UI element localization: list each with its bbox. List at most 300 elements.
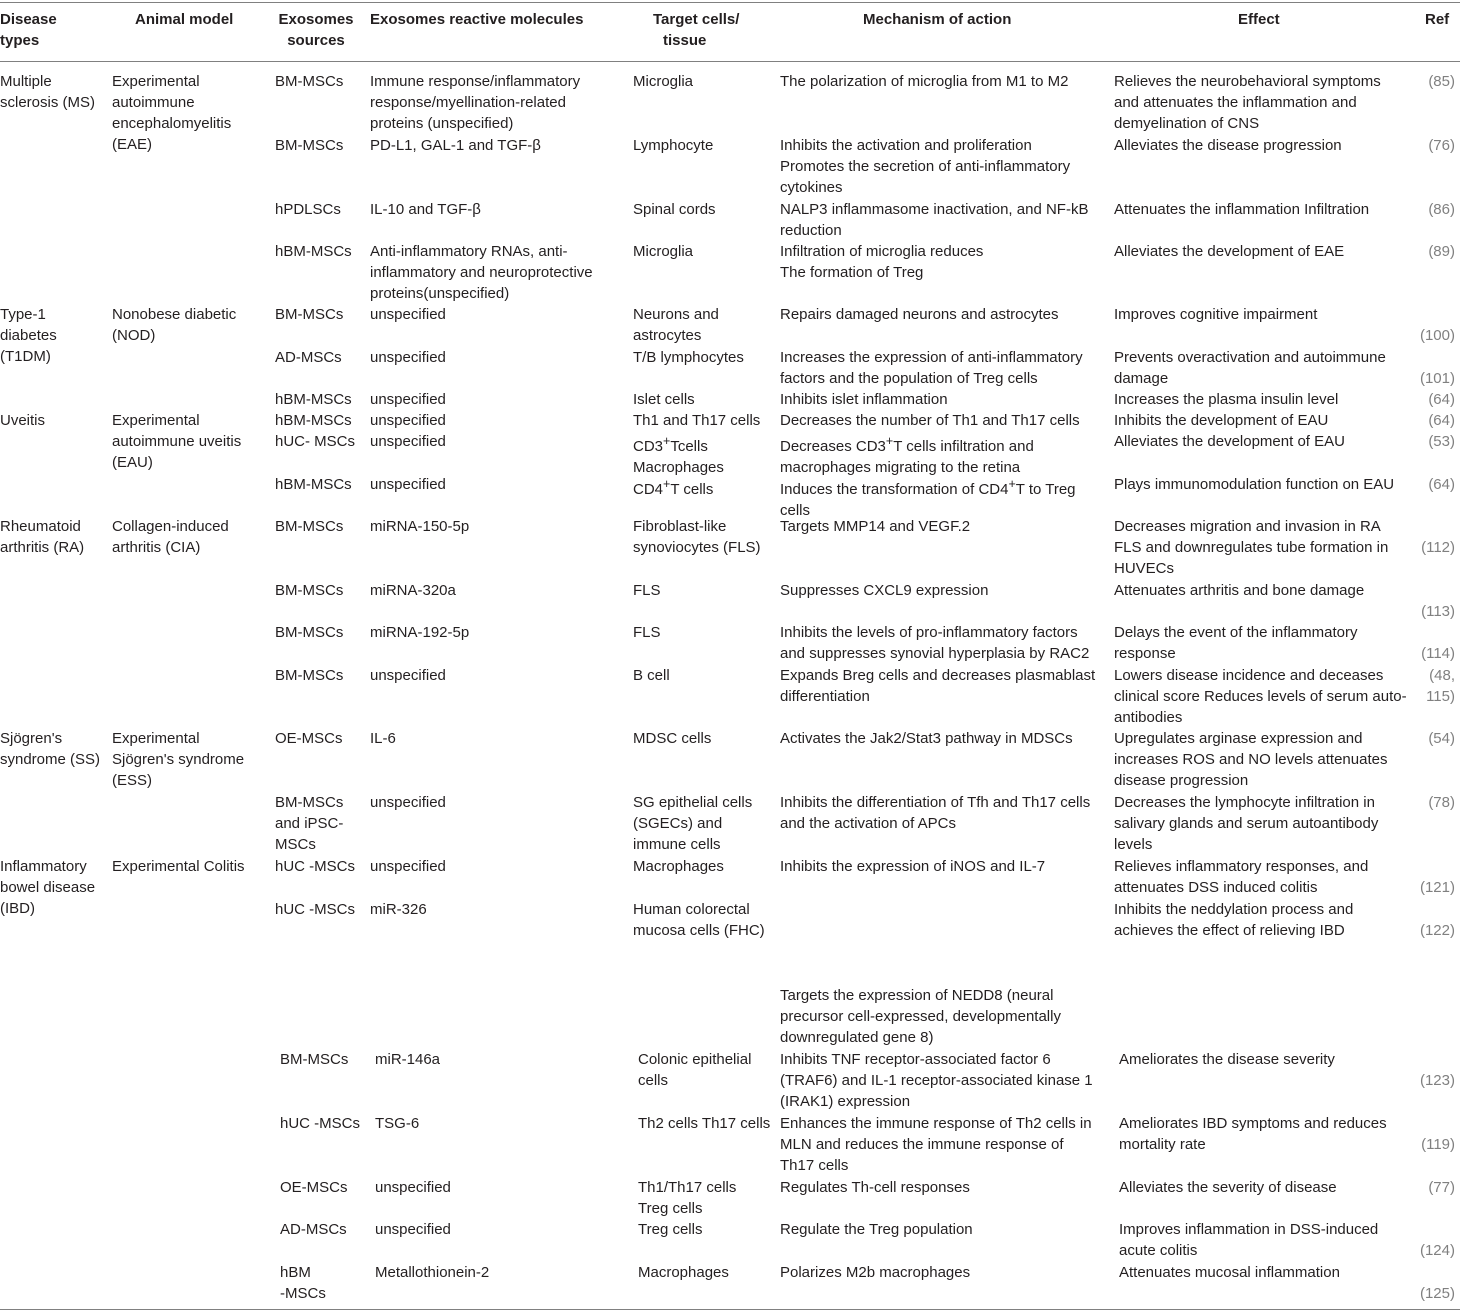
disease-type-cell <box>0 410 45 431</box>
cell-line: salivary glands and serum autoantibody <box>1114 815 1379 832</box>
cell-line: Type-1 <box>0 306 46 323</box>
effect-cell <box>1119 1262 1340 1283</box>
cell-line: (114) <box>1421 645 1455 662</box>
cell-line: 115) <box>1426 688 1455 705</box>
effect-cell <box>1119 1219 1378 1261</box>
mechanism-cell <box>780 622 1089 664</box>
exosome-source-cell <box>275 241 352 262</box>
header-exosomes-reactive-molecules: Exosomes reactive molecules <box>370 11 584 28</box>
cell-line: (IRAK1) expression <box>780 1093 911 1110</box>
effect-cell <box>1119 1177 1337 1198</box>
reactive-molecules-cell <box>370 135 541 156</box>
cell-line: proteins (unspecified) <box>370 115 514 132</box>
cell-line: Neurons and <box>633 306 719 323</box>
reactive-molecules-cell <box>370 728 396 749</box>
cell-line: (ESS) <box>112 772 153 789</box>
cell-line: (78) <box>1428 794 1455 811</box>
cell-line: hUC -MSCs <box>280 1115 361 1132</box>
cell-line: Th2 cells Th17 cells <box>638 1115 771 1132</box>
cell-line: (119) <box>1421 1136 1455 1153</box>
cell-line: FLS and downregulates tube formation in <box>1114 539 1389 556</box>
ref-cell <box>1428 728 1455 749</box>
cell-line: miRNA-320a <box>370 582 456 599</box>
cell-line: MDSC cells <box>633 730 712 747</box>
cell-line: (T1DM) <box>0 348 51 365</box>
cell-line: Th1 and Th17 cells <box>633 412 761 429</box>
animal-model-cell <box>112 728 244 791</box>
cell-line: Alleviates the disease progression <box>1114 137 1342 154</box>
cell-line: Inhibits the levels of pro-inflammatory factors <box>780 624 1078 641</box>
mechanism-cell <box>780 1049 1093 1112</box>
cell-line: HUVECs <box>1114 560 1175 577</box>
cell-line: unspecified <box>370 349 446 366</box>
cell-line: reduction <box>780 222 842 239</box>
cell-line: Inflammatory <box>0 858 87 875</box>
header-ref: Ref <box>1425 11 1450 28</box>
exosome-source-cell <box>280 1262 326 1304</box>
ref-cell <box>1420 920 1455 941</box>
cell-line: Alleviates the development of EAU <box>1114 433 1345 450</box>
cell-line: (77) <box>1428 1179 1455 1196</box>
cell-line: hUC -MSCs <box>275 858 356 875</box>
exosome-source-cell <box>275 622 343 643</box>
exosome-source-cell <box>280 1219 347 1240</box>
mechanism-cell <box>780 516 970 537</box>
header-exosomes-sources: Exosomes sources <box>278 11 354 49</box>
target-cell <box>638 1049 751 1091</box>
cell-line: Alleviates the development of EAE <box>1114 243 1345 260</box>
exosome-source-cell <box>280 1113 360 1134</box>
cell-line: encephalomyelitis <box>112 115 232 132</box>
effect-cell <box>1114 516 1388 579</box>
animal-model-cell <box>112 856 245 877</box>
cell-line: AD-MSCs <box>280 1221 347 1238</box>
cell-line: (48, <box>1429 667 1455 684</box>
cell-line: BM-MSCs <box>275 667 344 684</box>
cell-line: Experimental <box>112 73 200 90</box>
mechanism-cell <box>780 792 1090 834</box>
cell-line: Islet cells <box>633 391 695 408</box>
cell-line: Plays immunomodulation function on EAU <box>1114 476 1395 493</box>
cell-line: hBM-MSCs <box>275 391 352 408</box>
ref-cell <box>1428 431 1455 452</box>
cell-line: unspecified <box>370 412 446 429</box>
cell-line: differentiation <box>780 688 870 705</box>
cell-line: (IBD) <box>0 900 35 917</box>
cell-line: and iPSC- <box>275 815 344 832</box>
cell-line: The formation of Treg <box>780 264 924 281</box>
cell-line: cells <box>638 1072 669 1089</box>
reactive-molecules-cell <box>375 1049 440 1070</box>
reactive-molecules-cell <box>370 347 446 368</box>
cell-line: Activates the Jak2/Stat3 pathway in MDSCs <box>780 730 1073 747</box>
effect-cell <box>1114 135 1342 156</box>
mechanism-cell <box>780 474 1076 521</box>
cell-line: Human colorectal <box>633 901 750 918</box>
cell-line: hBM-MSCs <box>275 243 352 260</box>
cell-line: Nonobese diabetic <box>112 306 237 323</box>
cell-line: (64) <box>1428 391 1455 408</box>
cell-line: BM-MSCs <box>275 624 344 641</box>
header-target-cells: Target cells/ tissue <box>653 11 740 49</box>
cell-line: damage <box>1114 370 1169 387</box>
cell-line: Lowers disease incidence and deceases <box>1114 667 1384 684</box>
cell-line: Fibroblast-like <box>633 518 727 535</box>
cell-line: factors and the population of Treg cells <box>780 370 1038 387</box>
cell-line: Anti-inflammatory RNAs, anti- <box>370 243 568 260</box>
cell-line: Attenuates mucosal inflammation <box>1119 1264 1340 1281</box>
target-cell <box>638 1177 736 1219</box>
cell-line: BM-MSCs <box>275 582 344 599</box>
cell-line: unspecified <box>375 1179 451 1196</box>
cell-line: miRNA-150-5p <box>370 518 470 535</box>
exosome-source-cell <box>275 71 343 92</box>
reactive-molecules-cell <box>370 899 427 920</box>
exosome-source-cell <box>275 474 352 495</box>
reactive-molecules-cell <box>370 410 446 431</box>
target-cell <box>633 728 711 749</box>
cell-line: (EAU) <box>112 454 153 471</box>
target-cell <box>633 199 716 220</box>
cell-line: bowel disease <box>0 879 96 896</box>
cell-line: unspecified <box>370 433 446 450</box>
cell-line: miR-326 <box>370 901 427 918</box>
cell-line: Microglia <box>633 73 694 90</box>
ref-cell <box>1428 1177 1455 1198</box>
header-effect: Effect <box>1238 11 1280 28</box>
cell-line: Ameliorates IBD symptoms and reduces <box>1119 1115 1387 1132</box>
exosome-source-cell <box>280 1049 348 1070</box>
exosome-source-cell <box>275 431 355 452</box>
target-cell <box>633 856 724 877</box>
cell-line: Microglia <box>633 243 694 260</box>
cell-line: OE-MSCs <box>275 730 343 747</box>
effect-cell <box>1114 792 1378 855</box>
effect-cell <box>1114 622 1357 664</box>
cell-line: hBM-MSCs <box>275 476 352 493</box>
ref-cell <box>1421 601 1455 622</box>
cell-line: Relieves the neurobehavioral symptoms <box>1114 73 1381 90</box>
cell-line: proteins(unspecified) <box>370 285 510 302</box>
cell-line: Improves cognitive impairment <box>1114 306 1318 323</box>
cell-line: BM-MSCs <box>275 306 344 323</box>
reactive-molecules-cell <box>370 792 446 813</box>
cell-line: Inhibits the differentiation of Tfh and Th17 cells <box>780 794 1091 811</box>
cell-line: Immune response/inflammatory <box>370 73 581 90</box>
cell-line: Increases the expression of anti-inflammatory <box>780 349 1083 366</box>
cell-line: miRNA-192-5p <box>370 624 470 641</box>
ref-cell <box>1420 1283 1455 1304</box>
mechanism-cell <box>780 389 948 410</box>
cell-line: Attenuates the inflammation Infiltration <box>1114 201 1370 218</box>
reactive-molecules-cell <box>370 389 446 410</box>
cell-line: Inhibits the development of EAU <box>1114 412 1329 429</box>
cell-line: FLS <box>633 582 661 599</box>
cell-line: BM-MSCs <box>275 794 344 811</box>
reactive-molecules-cell <box>370 474 446 495</box>
cell-line: cytokines <box>780 179 843 196</box>
cell-line: immune cells <box>633 836 721 853</box>
cell-line: Infiltration of microglia reduces <box>780 243 984 260</box>
mechanism-cell <box>780 135 1070 198</box>
header-disease-types: Disease types <box>0 11 57 49</box>
cell-line: The polarization of microglia from M1 to M2 <box>780 73 1069 90</box>
ref-cell <box>1428 135 1455 156</box>
cell-line: (NOD) <box>112 327 156 344</box>
mechanism-cell <box>780 1219 973 1240</box>
cell-line: Relieves inflammatory responses, and <box>1114 858 1369 875</box>
cell-line: (123) <box>1419 1072 1455 1089</box>
exosome-source-cell <box>275 580 343 601</box>
cell-line: diabetes <box>0 327 57 344</box>
reactive-molecules-cell <box>370 580 456 601</box>
reactive-molecules-cell <box>370 516 469 537</box>
cell-line: achieves the effect of relieving IBD <box>1114 922 1345 939</box>
cell-line: hUC- MSCs <box>275 433 356 450</box>
cell-line: autoimmune <box>112 94 195 111</box>
cell-line: (SGECs) and <box>633 815 723 832</box>
disease-type-cell <box>0 516 84 558</box>
exosome-source-cell <box>275 199 341 220</box>
cell-line: Rheumatoid <box>0 518 81 535</box>
cell-line: Th17 cells <box>780 1157 849 1174</box>
target-cell <box>633 135 713 156</box>
disease-type-cell <box>0 304 57 367</box>
cell-line: (EAE) <box>112 136 153 153</box>
reactive-molecules-cell <box>370 622 469 643</box>
cell-line: Experimental <box>112 730 200 747</box>
cell-line: (54) <box>1428 730 1455 747</box>
cell-line: inflammatory and neuroprotective <box>370 264 593 281</box>
effect-cell <box>1114 431 1345 452</box>
cell-line: SG epithelial cells <box>633 794 753 811</box>
header-bottom-rule <box>0 61 1460 62</box>
cell-line: FLS <box>633 624 661 641</box>
cell-line: Decreases the lymphocyte infiltration in <box>1114 794 1375 811</box>
cell-line: Treg cells <box>638 1200 703 1217</box>
cell-line: demyelination of CNS <box>1114 115 1260 132</box>
ref-cell <box>1421 1134 1455 1155</box>
cell-line: IL-10 and TGF-β <box>370 201 481 218</box>
reactive-molecules-cell <box>370 71 580 134</box>
cell-line: AD-MSCs <box>275 349 342 366</box>
cell-line: hUC -MSCs <box>275 901 356 918</box>
cell-line: Alleviates the severity of disease <box>1119 1179 1337 1196</box>
target-cell <box>633 899 765 941</box>
cell-line: Ameliorates the disease severity <box>1119 1051 1335 1068</box>
cell-line: Inhibits TNF receptor-associated factor 6 <box>780 1051 1051 1068</box>
cell-line: Suppresses CXCL9 expression <box>780 582 989 599</box>
exosome-source-cell <box>275 856 355 877</box>
cell-line: astrocytes <box>633 327 702 344</box>
cell-line: miR-146a <box>375 1051 441 1068</box>
effect-cell <box>1114 474 1394 495</box>
animal-model-cell <box>112 71 231 155</box>
cell-line: Decreases CD3+T cells infiltration and <box>780 434 1034 455</box>
cell-line: -MSCs <box>280 1285 326 1302</box>
cell-line: unspecified <box>370 667 446 684</box>
cell-line: (112) <box>1421 539 1455 556</box>
cell-line: Repairs damaged neurons and astrocytes <box>780 306 1059 323</box>
cell-line: (113) <box>1421 603 1455 620</box>
exosome-source-cell <box>275 792 343 855</box>
exosome-source-cell <box>275 389 352 410</box>
cell-line: Inhibits the activation and proliferation <box>780 137 1032 154</box>
cell-line: OE-MSCs <box>280 1179 348 1196</box>
cell-line: BM-MSCs <box>275 137 344 154</box>
ref-cell <box>1420 325 1455 346</box>
cell-line: Induces the transformation of CD4+T to Treg <box>780 477 1076 498</box>
cell-line: (89) <box>1428 243 1455 260</box>
ref-cell <box>1421 537 1455 558</box>
cell-line: clinical score Reduces levels of serum auto- <box>1114 688 1407 705</box>
cell-line: (125) <box>1419 1285 1455 1302</box>
cell-line: (64) <box>1428 412 1455 429</box>
ref-cell <box>1428 792 1455 813</box>
target-cell <box>633 410 760 431</box>
reactive-molecules-cell <box>375 1113 419 1134</box>
cell-line: B cell <box>633 667 670 684</box>
cell-line: (53) <box>1428 433 1455 450</box>
target-cell <box>633 304 719 346</box>
cell-line: (85) <box>1428 73 1455 90</box>
table-top-rule <box>0 2 1460 3</box>
reactive-molecules-cell <box>375 1262 489 1283</box>
exosome-source-cell <box>280 1177 348 1198</box>
cell-line: Collagen-induced <box>112 518 229 535</box>
target-cell <box>633 347 744 368</box>
reactive-molecules-cell <box>370 304 446 325</box>
mechanism-cell <box>780 665 1095 707</box>
cell-line: Targets the expression of NEDD8 (neural <box>780 987 1054 1004</box>
cell-line: Th1/Th17 cells <box>638 1179 737 1196</box>
cell-line: Uveitis <box>0 412 46 429</box>
cell-line: precursor cell-expressed, developmentally <box>780 1008 1061 1025</box>
mechanism-cell <box>780 1262 970 1283</box>
animal-model-cell <box>112 516 229 558</box>
cell-line: NALP3 inflammasome inactivation, and NF-kB <box>780 201 1089 218</box>
effect-cell <box>1119 1113 1387 1155</box>
effect-cell <box>1114 899 1353 941</box>
target-cell <box>633 431 724 478</box>
target-cell <box>638 1113 770 1134</box>
mechanism-cell <box>780 431 1034 478</box>
target-cell <box>633 622 661 643</box>
mechanism-cell <box>780 1177 970 1198</box>
exosome-source-cell <box>275 728 343 749</box>
target-cell <box>638 1219 702 1240</box>
mechanism-cell <box>780 304 1059 325</box>
cell-line: Experimental <box>112 412 200 429</box>
effect-cell <box>1114 389 1338 410</box>
cell-line: response/myellination-related <box>370 94 566 111</box>
cell-line: hBM <box>280 1264 311 1281</box>
cell-line: Macrophages <box>638 1264 729 1281</box>
cell-line: (TRAF6) and IL-1 receptor-associated kinase 1 <box>780 1072 1093 1089</box>
ref-cell <box>1428 241 1455 262</box>
mechanism-cell <box>780 410 1080 431</box>
mechanism-cell <box>780 580 988 601</box>
target-cell <box>633 474 713 500</box>
ref-cell <box>1420 368 1455 389</box>
cell-line: antibodies <box>1114 709 1183 726</box>
cell-line: BM-MSCs <box>275 518 344 535</box>
cell-line: PD-L1, GAL-1 and TGF-β <box>370 137 541 154</box>
cell-line: Targets MMP14 and VEGF.2 <box>780 518 971 535</box>
ref-cell <box>1420 1240 1455 1261</box>
table-bottom-rule <box>0 1309 1460 1310</box>
reactive-molecules-cell <box>370 665 446 686</box>
reactive-molecules-cell <box>370 241 593 304</box>
effect-cell <box>1114 580 1364 601</box>
cell-line: mortality rate <box>1119 1136 1206 1153</box>
cell-line: attenuates DSS induced colitis <box>1114 879 1318 896</box>
cell-line: disease progression <box>1114 772 1249 789</box>
cell-line: increases ROS and NO levels attenuates <box>1114 751 1388 768</box>
cell-line: Experimental Colitis <box>112 858 245 875</box>
mechanism-cell <box>780 241 983 283</box>
cell-line: Decreases the number of Th1 and Th17 cells <box>780 412 1080 429</box>
cell-line: Prevents overactivation and autoimmune <box>1114 349 1386 366</box>
cell-line: Increases the plasma insulin level <box>1114 391 1339 408</box>
cell-line: unspecified <box>370 306 446 323</box>
effect-cell <box>1114 665 1407 728</box>
header-animal-model: Animal model <box>135 11 234 28</box>
target-cell <box>633 389 695 410</box>
ref-cell <box>1420 1070 1455 1091</box>
cell-line: unspecified <box>370 794 446 811</box>
cell-line: Metallothionein-2 <box>375 1264 490 1281</box>
effect-cell <box>1119 1049 1335 1070</box>
cell-line: Improves inflammation in DSS-induced <box>1119 1221 1379 1238</box>
cell-line: MLN and reduces the immune response of <box>780 1136 1064 1153</box>
reactive-molecules-cell <box>375 1219 451 1240</box>
cell-line: T/B lymphocytes <box>633 349 744 366</box>
cell-line: unspecified <box>370 858 446 875</box>
cell-line: Inhibits the expression of iNOS and IL-7 <box>780 858 1046 875</box>
exosome-source-cell <box>275 665 343 686</box>
exosome-source-cell <box>275 347 342 368</box>
cell-line: Macrophages <box>633 858 724 875</box>
cell-line: levels <box>1114 836 1153 853</box>
cell-line: and attenuates the inflammation and <box>1114 94 1357 111</box>
reactive-molecules-cell <box>370 199 481 220</box>
cell-line: (76) <box>1428 137 1455 154</box>
reactive-molecules-cell <box>370 431 446 452</box>
ref-cell <box>1428 474 1455 495</box>
mechanism-cell <box>780 71 1068 92</box>
ref-cell <box>1420 877 1455 898</box>
cell-line: acute colitis <box>1119 1242 1198 1259</box>
mechanism-cell <box>780 985 1061 1048</box>
header-mechanism-of-action: Mechanism of action <box>863 11 1012 28</box>
ref-cell <box>1428 410 1455 431</box>
animal-model-cell <box>112 304 236 346</box>
cell-line: Regulates Th-cell responses <box>780 1179 970 1196</box>
cell-line: Expands Breg cells and decreases plasmablast <box>780 667 1096 684</box>
cell-line: unspecified <box>375 1221 451 1238</box>
effect-cell <box>1114 241 1344 262</box>
cell-line: downregulated gene 8) <box>780 1029 934 1046</box>
cell-line: mucosa cells (FHC) <box>633 922 765 939</box>
ref-cell <box>1428 71 1455 92</box>
effect-cell <box>1114 71 1381 134</box>
animal-model-cell <box>112 410 241 473</box>
cell-line: Lymphocyte <box>633 137 714 154</box>
effect-cell <box>1114 347 1386 389</box>
cell-line: CD4+T cells <box>633 477 714 498</box>
cell-line: Multiple <box>0 73 52 90</box>
